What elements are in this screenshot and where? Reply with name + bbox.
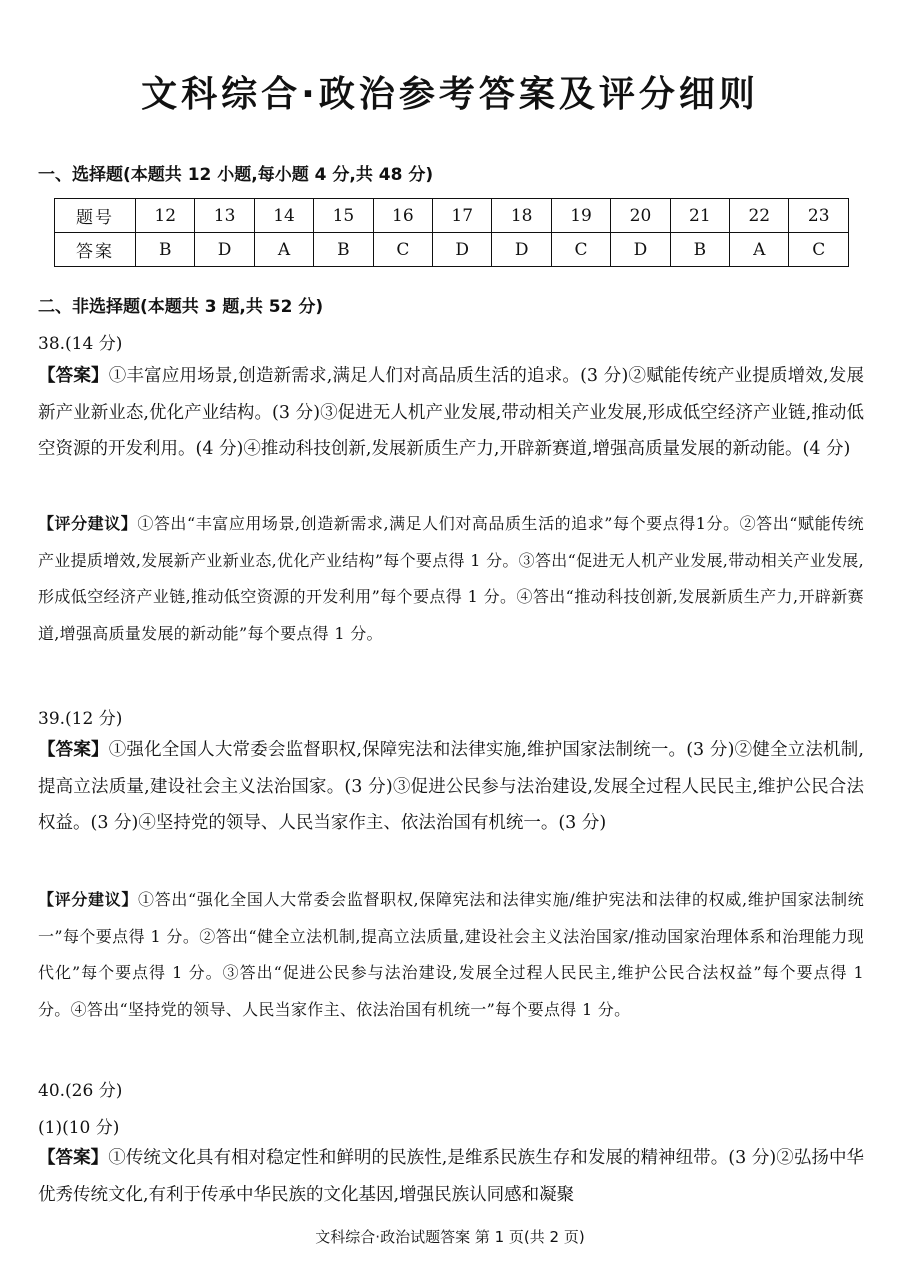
table-row-numbers bbox=[55, 199, 849, 233]
answer-tag: 【答案】 bbox=[38, 1148, 109, 1168]
page-footer: 文科综合·政治试题答案 第 1 页(共 2 页) bbox=[315, 1228, 585, 1246]
table-cell: D bbox=[492, 233, 551, 267]
q39-scoring bbox=[38, 882, 864, 1028]
table-cell: 15 bbox=[314, 199, 373, 233]
q40-answer-text: ①传统文化具有相对稳定性和鲜明的民族性,是维系民族生存和发展的精神纽带。(3 分)②弘扬中华优秀传统文化,有利于传承中华民族的文化基因,增强民族认同感和凝聚 bbox=[38, 1148, 865, 1205]
scoring-tag: 【评分建议】 bbox=[38, 890, 138, 909]
table-cell: 23 bbox=[789, 199, 849, 233]
row-label-answer: 答案 bbox=[55, 233, 136, 267]
table-cell: D bbox=[433, 233, 492, 267]
q39-number: 39.(12 分) bbox=[38, 709, 123, 729]
q39-answer bbox=[38, 732, 864, 842]
q38-number: 38.(14 分) bbox=[38, 334, 123, 354]
table-cell: 18 bbox=[492, 199, 551, 233]
table-cell: A bbox=[254, 233, 313, 267]
q38-scoring bbox=[38, 506, 864, 652]
table-cell: 17 bbox=[433, 199, 492, 233]
table-cell: 14 bbox=[254, 199, 313, 233]
table-cell: 16 bbox=[373, 199, 432, 233]
table-cell: C bbox=[373, 233, 432, 267]
section2-heading: 二、非选择题(本题共 3 题,共 52 分) bbox=[38, 297, 324, 317]
q39-answer-text: ①强化全国人大常委会监督职权,保障宪法和法律实施,维护国家法制统一。(3 分)②健全立法机制,提高立法质量,建设社会主义法治国家。(3 分)③促进公民参与法治建设,发展全过程人民民主,维护公民合法权益。(3 分)④坚持党的领导、人民当家作主、依法治国有机统一。(3 分) bbox=[38, 740, 864, 833]
q38-answer bbox=[38, 358, 864, 468]
section1-heading: 一、选择题(本题共 12 小题,每小题 4 分,共 48 分) bbox=[38, 165, 434, 185]
q38-scoring-text: ①答出“丰富应用场景,创造新需求,满足人们对高品质生活的追求”每个要点得1分。②答出“赋能传统产业提质增效,发展新产业新业态,优化产业结构”每个要点得 1 分。③答出“促进无人机产业发展,带动相关产业发展,形成低空经济产业链,推动低空资源的开发利用”每个要点得 1 分。④答出“推动科技创新,发展新质生产力,开辟新赛道,增强高质量发展的新动能”每个要点得 1 分。 bbox=[38, 514, 864, 643]
answer-table bbox=[54, 198, 849, 267]
table-cell: D bbox=[195, 233, 254, 267]
q40-number: 40.(26 分) bbox=[38, 1081, 123, 1101]
scoring-tag: 【评分建议】 bbox=[38, 514, 138, 533]
table-cell: 20 bbox=[611, 199, 670, 233]
table-cell: 22 bbox=[730, 199, 789, 233]
q40-subquestion-1: (1)(10 分) bbox=[38, 1118, 120, 1138]
q39-scoring-text: ①答出“强化全国人大常委会监督职权,保障宪法和法律实施/维护宪法和法律的权威,维护国家法制统一”每个要点得 1 分。②答出“健全立法机制,提高立法质量,建设社会主义法治国家/推动国家治理体系和治理能力现代化”每个要点得 1 分。③答出“促进公民参与法治建设,发展全过程人民民主,维护公民合法权益”每个要点得 1 分。④答出“坚持党的领导、人民当家作主、依法治国有机统一”每个要点得 1 分。 bbox=[38, 890, 864, 1019]
table-cell: 21 bbox=[670, 199, 729, 233]
table-cell: C bbox=[551, 233, 610, 267]
table-cell: A bbox=[730, 233, 789, 267]
row-label-number: 题号 bbox=[55, 199, 136, 233]
table-cell: D bbox=[611, 233, 670, 267]
answer-tag: 【答案】 bbox=[38, 740, 109, 760]
table-cell: B bbox=[136, 233, 195, 267]
q40-answer bbox=[38, 1140, 864, 1213]
table-cell: 12 bbox=[136, 199, 195, 233]
table-cell: 13 bbox=[195, 199, 254, 233]
q38-answer-text: ①丰富应用场景,创造新需求,满足人们对高品质生活的追求。(3 分)②赋能传统产业提质增效,发展新产业新业态,优化产业结构。(3 分)③促进无人机产业发展,带动相关产业发展,形成低空经济产业链,推动低空资源的开发利用。(4 分)④推动科技创新,发展新质生产力,开辟新赛道,增强高质量发展的新动能。(4 分) bbox=[38, 366, 864, 459]
table-cell: B bbox=[670, 233, 729, 267]
answer-tag: 【答案】 bbox=[38, 366, 109, 386]
table-cell: C bbox=[789, 233, 849, 267]
table-cell: B bbox=[314, 233, 373, 267]
table-cell: 19 bbox=[551, 199, 610, 233]
page-title: 文科综合·政治参考答案及评分细则 bbox=[141, 74, 759, 115]
table-row-answers bbox=[55, 233, 849, 267]
